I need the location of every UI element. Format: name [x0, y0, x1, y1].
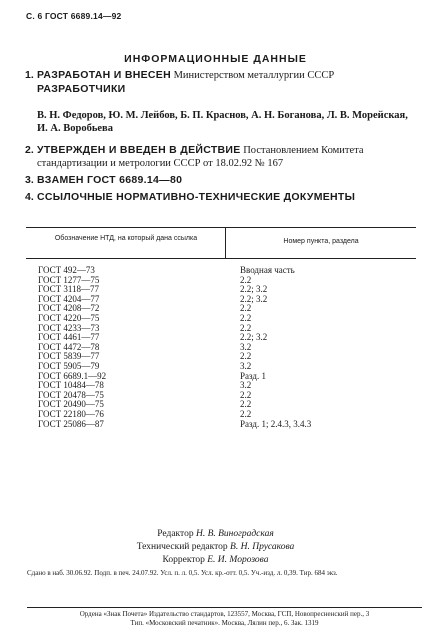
table-cell-clause: 2.2: [240, 322, 252, 333]
table-cell-clause: 3.2: [240, 380, 252, 391]
table-cell-clause: 2.2: [240, 274, 252, 285]
table-cell-document: ГОСТ 6689.1—92: [38, 370, 107, 381]
section-heading: РАЗРАБОТЧИКИ: [37, 83, 126, 95]
section-number: 4.: [25, 191, 34, 203]
table-cell-document: ГОСТ 10484—78: [38, 380, 104, 391]
section-1: [25, 69, 415, 82]
editor-line: Редактор Н. В. Виноградская: [157, 529, 274, 539]
section-2: [25, 144, 415, 170]
table-cell-clause: 2.2: [240, 389, 252, 400]
table-cell-clause: 2.2: [240, 351, 252, 362]
table-cell-clause: 2.2: [240, 408, 252, 419]
page-title: ИНФОРМАЦИОННЫЕ ДАННЫЕ: [124, 53, 307, 65]
table-header-clause: Номер пункта, раздела: [283, 238, 359, 245]
table-cell-clause: Вводная часть: [240, 265, 295, 275]
table-cell-document: ГОСТ 20490—75: [38, 399, 104, 410]
table-cell-clause: 2.2: [240, 303, 252, 314]
table-cell-document: ГОСТ 20478—75: [38, 389, 104, 400]
imprint-line: Ордена «Знак Почета» Издательство стандартов, 123557, Москва, ГСП, Новопресненский пер., 3: [79, 610, 370, 618]
imprint-line: Тип. «Московский печатник». Москва, Лялин пер., 6. Зак. 1319: [130, 619, 319, 627]
table-cell-clause: 2.2; 3.2: [240, 284, 268, 295]
table-header-document: Обозначение НТД, на который дана ссылка: [54, 235, 198, 242]
section-heading: УТВЕРЖДЕН И ВВЕДЕН В ДЕЙСТВИЕ: [37, 144, 241, 156]
imprint: [27, 607, 422, 628]
developers-list: В. Н. Федоров, Ю. М. Лейбов, Б. П. Краснов, А. Н. Боганова, Л. В. Морейская, И. А. Воробьева: [37, 110, 408, 134]
table-column-divider: [225, 227, 226, 258]
section-heading: ВЗАМЕН ГОСТ 6689.14—80: [37, 174, 183, 186]
table-cell-document: ГОСТ 4220—75: [38, 312, 100, 323]
table-cell-document: ГОСТ 492—73: [38, 265, 95, 275]
table-header-rule: [26, 258, 416, 259]
editor-line: Технический редактор В. Н. Прусакова: [136, 542, 295, 552]
section-3: [25, 174, 415, 187]
publication-info: Сдано в наб. 30.06.92. Подп. в печ. 24.07.92. Усл. п. л. 0,5. Усл. кр.-отт. 0,5. Уч.-изд. л. 0,39. Тир. 684 экз.: [27, 569, 338, 577]
table-body: [26, 266, 416, 429]
section-text: Постановлением Комитета стандартизации и метрологии СССР от 18.02.92 № 167: [37, 145, 364, 169]
table-cell-document: ГОСТ 22180—76: [38, 408, 104, 419]
table-row: [26, 420, 416, 430]
table-cell-document: ГОСТ 5905—79: [38, 360, 100, 371]
section-number: 3.: [25, 174, 34, 186]
table-cell-document: ГОСТ 1277—75: [38, 274, 100, 285]
section-number: 1.: [25, 69, 34, 81]
table-top-rule: [26, 227, 416, 228]
table-cell-document: ГОСТ 4472—78: [38, 341, 100, 352]
table-cell-document: ГОСТ 5839—77: [38, 351, 100, 362]
editors-block: [0, 528, 431, 567]
editor-line: Корректор Е. И. Морозова: [162, 555, 269, 565]
table-cell-document: ГОСТ 4461—77: [38, 332, 100, 343]
table-cell-clause: Разд. 1: [240, 370, 266, 381]
table-cell-clause: 2.2: [240, 399, 252, 410]
table-cell-document: ГОСТ 25086—87: [38, 418, 104, 429]
section-heading: ССЫЛОЧНЫЕ НОРМАТИВНО-ТЕХНИЧЕСКИЕ ДОКУМЕНТЫ: [37, 191, 356, 203]
table-cell-clause: 3.2: [240, 360, 252, 371]
page-header: С. 6 ГОСТ 6689.14—92: [26, 11, 122, 21]
table-cell-document: ГОСТ 4204—77: [38, 293, 100, 304]
section-developers: [25, 83, 415, 96]
table-cell-clause: 3.2: [240, 341, 252, 352]
section-number: 2.: [25, 144, 34, 156]
table-cell-clause: 2.2: [240, 312, 252, 323]
section-4: [25, 191, 415, 204]
section-text: Министерством металлургии СССР: [170, 70, 335, 81]
table-cell-clause: Разд. 1; 2.4.3, 3.4.3: [240, 418, 312, 429]
section-heading: РАЗРАБОТАН И ВНЕСЕН: [37, 69, 171, 81]
table-cell-document: ГОСТ 4233—73: [38, 322, 100, 333]
table-cell-document: ГОСТ 3118—77: [38, 284, 100, 295]
table-cell-clause: 2.2; 3.2: [240, 332, 268, 343]
table-cell-clause: 2.2; 3.2: [240, 293, 268, 304]
table-cell-document: ГОСТ 4208—72: [38, 303, 100, 314]
